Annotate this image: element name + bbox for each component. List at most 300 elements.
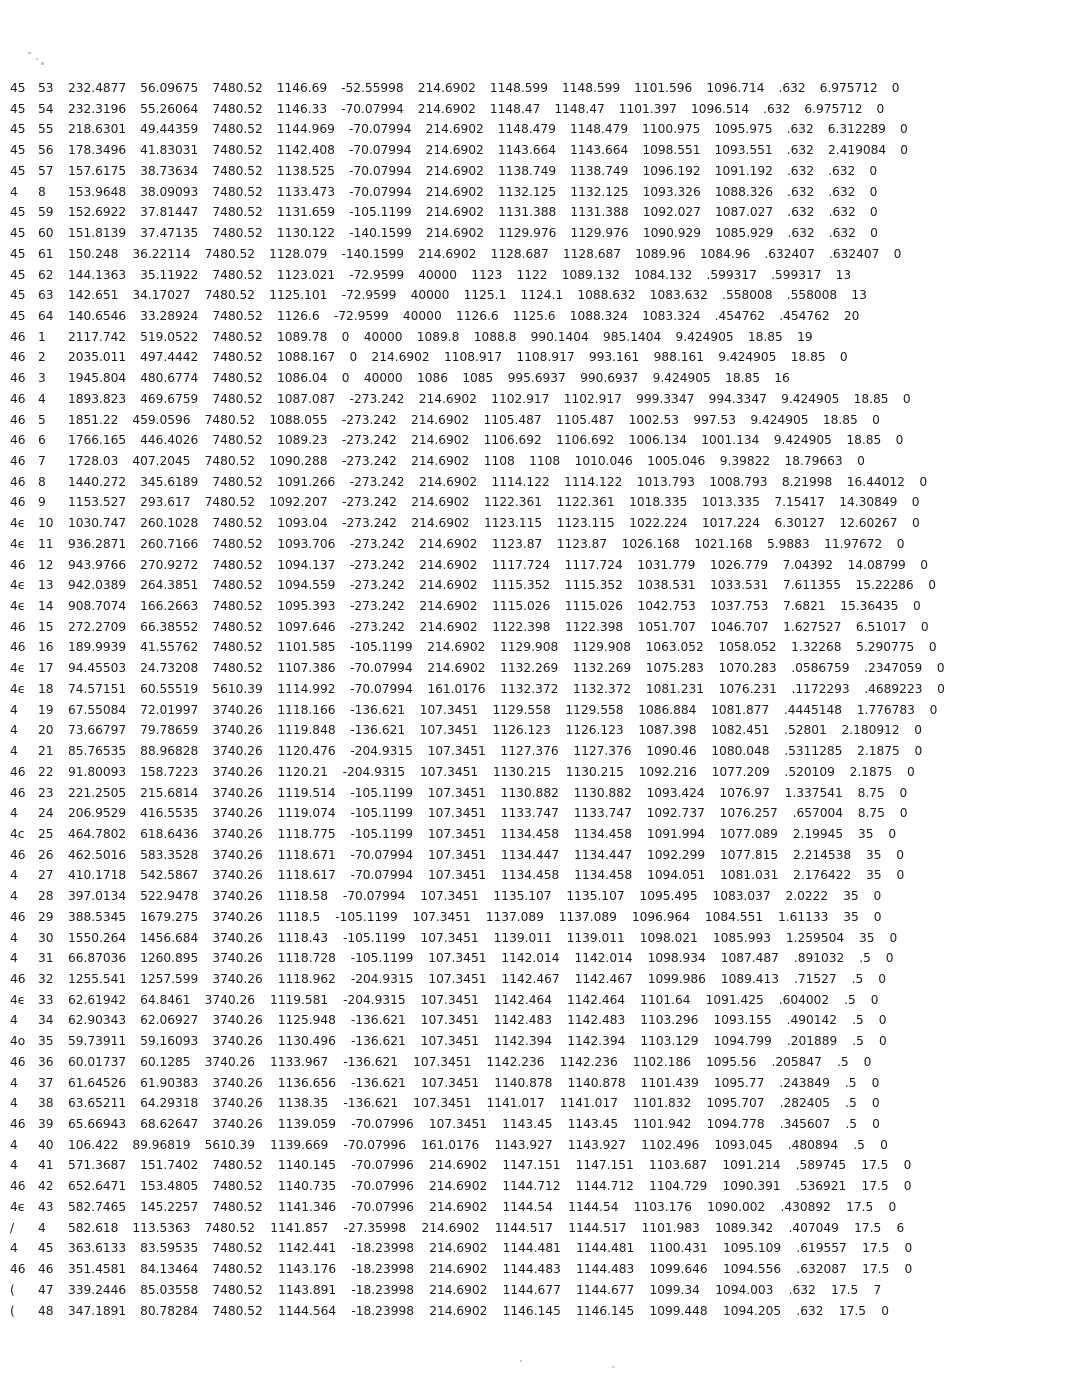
- cell-col-k: 1103.687: [648, 1158, 708, 1173]
- cell-col-g: -136.621: [350, 1013, 406, 1028]
- cell-col-o: 0: [895, 433, 904, 448]
- cell-col-a: 4: [10, 1013, 18, 1028]
- cell-col-d: 88.96828: [140, 744, 199, 758]
- cell-col-h: 40000: [410, 288, 450, 303]
- cell-col-c: 582.618: [68, 1220, 119, 1235]
- cell-col-g: -136.621: [343, 1054, 399, 1069]
- cell-col-c: 232.4877: [68, 81, 127, 95]
- cell-col-l: 1083.632: [649, 288, 708, 303]
- cell-col-d: 166.2663: [140, 599, 199, 613]
- cell-col-f: 1142.408: [276, 143, 335, 158]
- cell-col-j: 1148.599: [562, 81, 621, 95]
- cell-col-d: 459.0596: [132, 412, 191, 427]
- table-row: [0, 1260, 1066, 1278]
- cell-col-m: .430892: [780, 1199, 831, 1214]
- cell-col-o: 19: [797, 329, 813, 344]
- cell-col-b: 5: [38, 412, 46, 427]
- cell-col-c: 189.9939: [68, 640, 127, 655]
- table-row: [0, 1302, 1066, 1320]
- cell-col-f: 1094.137: [277, 557, 336, 572]
- cell-col-l: 1090.002: [707, 1199, 766, 1214]
- cell-col-b: 41: [38, 1158, 54, 1173]
- cell-col-h: 214.6902: [427, 640, 486, 655]
- cell-col-n: 35: [843, 909, 859, 924]
- cell-col-l: 1046.707: [710, 619, 769, 634]
- table-row: [0, 266, 1066, 284]
- cell-col-h: 214.6902: [417, 81, 476, 95]
- cell-col-i: 1140.878: [494, 1075, 553, 1090]
- cell-col-o: 0: [872, 412, 880, 427]
- cell-col-g: -70.07994: [350, 868, 414, 883]
- cell-col-k: 1090.46: [646, 744, 697, 758]
- cell-col-g: -273.242: [349, 557, 405, 572]
- cell-col-i: 1089.8: [416, 329, 460, 344]
- cell-col-e: 7480.52: [212, 433, 263, 448]
- cell-col-n: 2.419084: [827, 143, 887, 158]
- cell-col-c: 908.7074: [68, 599, 127, 613]
- cell-col-l: 1083.324: [642, 308, 701, 323]
- cell-col-m: .599317: [706, 267, 757, 282]
- cell-col-f: 1089.78: [276, 329, 328, 344]
- cell-col-i: 1137.089: [485, 909, 544, 924]
- cell-col-k: 1022.224: [629, 516, 688, 531]
- cell-col-i: 1147.151: [502, 1158, 561, 1173]
- cell-col-f: 1138.525: [276, 163, 335, 178]
- cell-col-a: /: [10, 1220, 15, 1235]
- cell-col-k: 1099.34: [649, 1282, 700, 1297]
- cell-col-a: 45: [10, 288, 26, 303]
- cell-col-i: 1144.677: [502, 1282, 561, 1297]
- cell-col-o: 13: [835, 267, 852, 282]
- cell-col-a: 4ϵ: [10, 536, 26, 551]
- cell-col-j: 1134.447: [573, 847, 633, 862]
- cell-col-m: .1172293: [791, 681, 850, 696]
- cell-col-n: .632: [828, 226, 856, 240]
- cell-col-f: 1107.386: [277, 661, 336, 676]
- cell-col-g: -105.1199: [350, 951, 414, 966]
- cell-col-a: 45: [10, 267, 26, 282]
- cell-col-m: .243849: [779, 1075, 830, 1090]
- cell-col-g: -18.23998: [351, 1282, 414, 1297]
- cell-col-e: 7480.52: [212, 163, 263, 178]
- cell-col-m: .407049: [788, 1220, 839, 1235]
- cell-col-j: 1122: [516, 267, 548, 282]
- cell-col-c: 150.248: [68, 246, 119, 261]
- cell-col-c: 464.7802: [68, 826, 127, 841]
- cell-col-h: 214.6902: [429, 1179, 488, 1194]
- cell-col-k: 1099.986: [647, 972, 706, 986]
- cell-col-f: 1086.04: [277, 371, 328, 386]
- cell-col-g: -273.242: [342, 516, 397, 531]
- cell-col-c: 153.9648: [68, 184, 127, 199]
- cell-col-a: 46: [10, 785, 26, 800]
- cell-col-d: 519.0522: [140, 329, 199, 344]
- cell-col-f: 1141.346: [277, 1199, 337, 1214]
- cell-col-o: 0: [878, 1034, 887, 1049]
- cell-col-k: 1091.994: [646, 826, 705, 841]
- cell-col-d: 583.3528: [140, 847, 199, 862]
- cell-col-d: 38.73634: [140, 163, 199, 178]
- cell-col-n: 12.60267: [839, 516, 898, 531]
- cell-col-j: 1131.388: [570, 205, 629, 220]
- cell-col-n: 18.85: [725, 371, 760, 386]
- cell-col-d: 38.09093: [140, 184, 199, 199]
- cell-col-a: 4: [10, 1075, 18, 1090]
- cell-col-i: 1132.372: [500, 681, 559, 696]
- cell-col-b: 29: [38, 909, 54, 924]
- cell-col-c: 1153.527: [68, 495, 127, 510]
- table-row: [0, 618, 1066, 636]
- cell-col-a: 46: [10, 391, 26, 406]
- cell-col-c: 339.2446: [68, 1282, 127, 1297]
- cell-col-m: 9.424905: [718, 350, 777, 365]
- cell-col-o: 0: [870, 226, 878, 240]
- cell-col-h: 107.3451: [420, 1013, 479, 1028]
- cell-col-f: 1114.992: [277, 681, 336, 696]
- cell-col-f: 1120.476: [277, 744, 336, 758]
- cell-col-o: 0: [896, 847, 905, 862]
- cell-col-a: 4o: [10, 1034, 26, 1049]
- cell-col-g: -273.242: [349, 536, 405, 551]
- cell-col-f: 1143.176: [277, 1262, 337, 1276]
- cell-col-j: 1143.45: [567, 1117, 619, 1131]
- cell-col-j: 1143.927: [567, 1137, 626, 1152]
- cell-col-i: 1126.6: [455, 308, 499, 323]
- cell-col-h: 107.3451: [413, 1096, 472, 1111]
- cell-col-f: 1142.441: [277, 1241, 337, 1256]
- cell-col-c: 388.5345: [68, 909, 127, 924]
- cell-col-c: 1550.264: [68, 930, 127, 945]
- table-row: [0, 556, 1066, 574]
- cell-col-o: 0: [889, 930, 898, 945]
- cell-col-l: 1088.326: [714, 184, 773, 199]
- cell-col-e: 3740.26: [212, 723, 263, 738]
- cell-col-b: 9: [38, 495, 46, 510]
- cell-col-k: 1087.398: [638, 723, 697, 738]
- cell-col-g: -72.9599: [349, 267, 405, 282]
- cell-col-b: 63: [38, 288, 54, 303]
- cell-col-i: 1148.479: [497, 122, 556, 137]
- cell-col-l: 1091.425: [705, 992, 764, 1007]
- cell-col-o: 0: [871, 1075, 880, 1090]
- cell-col-j: 1108.917: [516, 350, 575, 365]
- cell-col-o: 0: [914, 723, 923, 738]
- cell-col-a: 4: [10, 723, 18, 738]
- cell-col-i: 1129.558: [492, 702, 551, 717]
- cell-col-a: 46: [10, 909, 26, 924]
- cell-col-e: 3740.26: [212, 868, 263, 883]
- cell-col-i: 1144.712: [502, 1179, 561, 1194]
- cell-col-j: 1134.458: [574, 868, 633, 883]
- cell-col-a: 4: [10, 184, 18, 199]
- cell-col-h: 107.3451: [419, 702, 478, 717]
- cell-col-a: 4: [10, 1137, 18, 1152]
- cell-col-k: 1099.646: [649, 1262, 708, 1276]
- cell-col-d: 59.16093: [140, 1034, 199, 1049]
- cell-col-a: 4ϵ: [10, 1199, 26, 1214]
- cell-col-a: 4: [10, 951, 18, 966]
- cell-col-i: 1123: [471, 267, 503, 282]
- cell-col-f: 1094.559: [277, 578, 336, 593]
- cell-col-k: 1100.975: [642, 122, 701, 137]
- cell-col-c: 1255.541: [68, 972, 127, 986]
- cell-col-a: 45: [10, 163, 26, 178]
- cell-col-c: 142.651: [68, 288, 119, 303]
- cell-col-b: 1: [38, 329, 46, 344]
- table-row: [0, 1115, 1066, 1133]
- cell-col-c: 206.9529: [68, 806, 127, 821]
- table-row: [0, 100, 1066, 118]
- table-row: [0, 1177, 1066, 1195]
- cell-col-f: 1139.059: [277, 1117, 336, 1131]
- cell-col-c: 1440.272: [68, 474, 127, 489]
- cell-col-i: 1143.45: [502, 1117, 553, 1131]
- cell-col-f: 1144.969: [276, 122, 335, 137]
- cell-col-m: .632: [787, 226, 815, 240]
- cell-col-a: 46: [10, 1179, 26, 1194]
- cell-col-c: 232.3196: [68, 101, 127, 116]
- cell-col-o: 0: [839, 350, 848, 365]
- cell-col-g: 0: [341, 371, 350, 386]
- cell-col-e: 7480.52: [204, 412, 255, 427]
- cell-col-n: 18.85: [846, 433, 882, 448]
- cell-col-g: -105.1199: [349, 205, 412, 220]
- cell-col-a: 46: [10, 972, 26, 986]
- cell-col-l: 1094.205: [722, 1303, 782, 1318]
- cell-col-l: 1087.027: [715, 205, 774, 220]
- cell-col-j: 1115.026: [564, 599, 623, 613]
- cell-col-g: -273.242: [342, 495, 397, 510]
- cell-col-l: 1089.342: [715, 1220, 774, 1235]
- cell-col-d: 1456.684: [140, 930, 199, 945]
- cell-col-g: -18.23998: [351, 1241, 414, 1256]
- cell-col-d: 66.38552: [140, 619, 199, 634]
- cell-col-b: 26: [38, 847, 54, 862]
- cell-col-e: 7480.52: [212, 557, 263, 572]
- cell-col-a: 46: [10, 329, 26, 344]
- cell-col-b: 62: [38, 267, 54, 282]
- cell-col-n: 35: [857, 826, 874, 841]
- cell-col-b: 7: [38, 454, 46, 468]
- cell-col-g: -105.1199: [350, 640, 413, 655]
- cell-col-d: 158.7223: [140, 764, 199, 779]
- cell-col-n: 35: [865, 847, 882, 862]
- cell-col-o: 0: [920, 619, 929, 634]
- table-row: [0, 1032, 1066, 1050]
- cell-col-o: 7: [873, 1282, 882, 1297]
- cell-col-k: 1089.96: [635, 246, 686, 261]
- cell-col-e: 7480.52: [212, 474, 263, 489]
- cell-col-h: 107.3451: [420, 1034, 479, 1049]
- cell-col-h: 214.6902: [411, 454, 470, 468]
- cell-col-d: 34.17027: [132, 288, 191, 303]
- cell-col-k: 1100.431: [649, 1241, 708, 1256]
- cell-col-l: 1026.779: [709, 557, 769, 572]
- cell-col-g: -70.07996: [351, 1179, 414, 1194]
- cell-col-b: 19: [38, 702, 54, 717]
- cell-col-h: 107.3451: [420, 1075, 480, 1090]
- cell-col-i: 1086: [416, 371, 448, 386]
- cell-col-e: 7480.52: [212, 578, 263, 593]
- cell-col-l: 1076.257: [719, 806, 778, 821]
- cell-col-b: 43: [38, 1199, 54, 1214]
- cell-col-j: 1122.398: [564, 619, 624, 634]
- cell-col-c: 1945.804: [68, 371, 127, 386]
- cell-col-c: 397.0134: [68, 889, 127, 904]
- cell-col-j: 1144.481: [576, 1241, 635, 1256]
- cell-col-b: 15: [38, 619, 54, 634]
- cell-col-k: 1093.326: [642, 184, 701, 199]
- cell-col-o: 0: [869, 163, 878, 178]
- cell-col-n: 17.5: [862, 1241, 890, 1256]
- cell-col-i: 1129.976: [498, 226, 557, 240]
- cell-col-d: 55.26064: [140, 101, 199, 116]
- cell-col-o: 0: [928, 578, 936, 593]
- cell-col-n: 5.290775: [856, 640, 915, 655]
- cell-col-o: 0: [929, 702, 938, 717]
- cell-col-c: 410.1718: [68, 868, 127, 883]
- cell-col-o: 0: [903, 1158, 912, 1173]
- cell-col-h: 107.3451: [428, 972, 487, 986]
- cell-col-m: .454762: [714, 308, 765, 323]
- cell-col-a: 45: [10, 143, 26, 158]
- cell-col-d: 522.9478: [140, 889, 199, 904]
- cell-col-m: 7.6821: [782, 599, 826, 613]
- cell-col-a: 46: [10, 350, 26, 365]
- cell-col-e: 3740.26: [212, 909, 263, 924]
- cell-col-k: 1010.046: [574, 454, 633, 468]
- cell-col-o: 0: [896, 868, 905, 883]
- cell-col-n: .632: [828, 205, 856, 220]
- cell-col-f: 1119.581: [269, 992, 329, 1007]
- cell-col-a: 4ϵ: [10, 516, 26, 531]
- cell-col-k: 1102.186: [632, 1054, 691, 1069]
- cell-col-i: 1117.724: [491, 557, 551, 572]
- cell-col-a: 45: [10, 308, 26, 323]
- cell-col-h: 214.6902: [429, 1282, 488, 1297]
- cell-col-i: 1131.388: [498, 205, 557, 220]
- table-row: [0, 908, 1066, 926]
- cell-col-f: 1093.706: [277, 536, 336, 551]
- cell-col-d: 215.6814: [140, 785, 199, 800]
- cell-col-d: 33.28924: [140, 308, 199, 323]
- cell-col-h: 214.6902: [425, 163, 484, 178]
- cell-col-o: 0: [893, 246, 902, 261]
- cell-col-k: 1101.596: [634, 81, 693, 95]
- cell-col-j: 1129.908: [572, 640, 631, 655]
- cell-col-e: 7480.52: [212, 350, 263, 365]
- cell-col-m: 8.21998: [781, 474, 833, 489]
- cell-col-k: 1096.964: [631, 909, 691, 924]
- cell-col-e: 3740.26: [212, 744, 263, 758]
- cell-col-h: 214.6902: [427, 661, 486, 676]
- cell-col-k: 1101.439: [640, 1075, 699, 1090]
- cell-col-l: 1083.037: [712, 889, 771, 904]
- cell-col-n: .5: [852, 1013, 864, 1028]
- cell-col-l: 1081.031: [720, 868, 779, 883]
- cell-col-k: 1089.132: [561, 267, 620, 282]
- cell-col-e: 3740.26: [212, 1075, 263, 1090]
- cell-col-i: 1138.749: [497, 163, 557, 178]
- cell-col-o: 0: [919, 474, 928, 489]
- cell-col-a: 4: [10, 1158, 18, 1173]
- cell-col-g: -273.242: [350, 619, 405, 634]
- cell-col-c: 582.7465: [68, 1199, 127, 1214]
- cell-col-l: 1084.96: [699, 246, 751, 261]
- cell-col-d: 64.29318: [140, 1096, 199, 1111]
- cell-col-f: 1133.473: [276, 184, 335, 199]
- cell-col-c: 63.65211: [68, 1096, 127, 1111]
- cell-col-o: 0: [891, 81, 900, 95]
- cell-col-i: 1142.467: [501, 972, 560, 986]
- cell-col-h: 161.0176: [427, 681, 486, 696]
- cell-col-k: 1103.296: [640, 1013, 699, 1028]
- cell-col-m: 9.424905: [781, 391, 840, 406]
- cell-col-i: 1142.394: [494, 1034, 553, 1049]
- cell-col-o: 0: [888, 1199, 897, 1214]
- cell-col-d: 36.22114: [132, 246, 191, 261]
- cell-col-k: 1051.707: [637, 619, 696, 634]
- cell-col-c: 106.422: [68, 1137, 119, 1152]
- cell-col-h: 214.6902: [425, 122, 484, 137]
- cell-col-o: 0: [920, 557, 928, 572]
- cell-col-l: 1017.224: [701, 516, 761, 531]
- cell-col-h: 214.6902: [418, 246, 477, 261]
- cell-col-e: 7480.52: [212, 205, 263, 220]
- cell-col-d: 270.9272: [140, 557, 199, 572]
- cell-col-d: 446.4026: [140, 433, 199, 448]
- table-row: [0, 1011, 1066, 1029]
- cell-col-l: 1077.089: [719, 826, 778, 841]
- cell-col-j: 1144.483: [576, 1262, 635, 1276]
- table-row: [0, 1094, 1066, 1112]
- cell-col-h: 214.6902: [425, 143, 484, 158]
- cell-col-i: 1148.47: [489, 101, 541, 116]
- cell-col-l: 1005.046: [647, 454, 706, 468]
- cell-col-o: 0: [904, 1262, 913, 1276]
- cell-col-h: 107.3451: [427, 744, 486, 758]
- cell-col-i: 1132.125: [498, 184, 557, 199]
- cell-col-n: .2347059: [864, 661, 923, 676]
- cell-col-c: 942.0389: [68, 578, 127, 593]
- cell-col-c: 652.6471: [68, 1179, 127, 1194]
- cell-col-a: 46: [10, 619, 26, 634]
- cell-col-n: 18.85: [790, 350, 826, 365]
- cell-col-f: 1144.564: [277, 1303, 337, 1318]
- cell-col-j: 1085: [462, 371, 494, 386]
- cell-col-b: 59: [38, 205, 54, 220]
- cell-col-g: -70.07996: [351, 1199, 414, 1214]
- cell-col-m: 7.611355: [782, 578, 841, 593]
- cell-col-h: 214.6902: [417, 101, 476, 116]
- cell-col-d: 260.7166: [140, 536, 199, 551]
- cell-col-f: 1095.393: [277, 599, 336, 613]
- cell-col-e: 3740.26: [212, 889, 263, 904]
- cell-col-m: .71527: [794, 972, 837, 986]
- cell-col-j: 1144.517: [568, 1220, 627, 1235]
- cell-col-e: 5610.39: [204, 1137, 255, 1152]
- cell-col-c: 218.6301: [68, 122, 127, 137]
- cell-col-h: 107.3451: [419, 723, 478, 738]
- cell-col-i: 1144.483: [502, 1262, 561, 1276]
- cell-col-h: 214.6902: [425, 205, 484, 220]
- cell-col-b: 2: [38, 350, 46, 365]
- cell-col-o: 0: [900, 143, 908, 158]
- cell-col-m: .201889: [786, 1034, 838, 1049]
- cell-col-a: 4: [10, 868, 18, 883]
- cell-col-d: 72.01997: [140, 702, 199, 717]
- cell-col-g: -27.35998: [343, 1220, 407, 1235]
